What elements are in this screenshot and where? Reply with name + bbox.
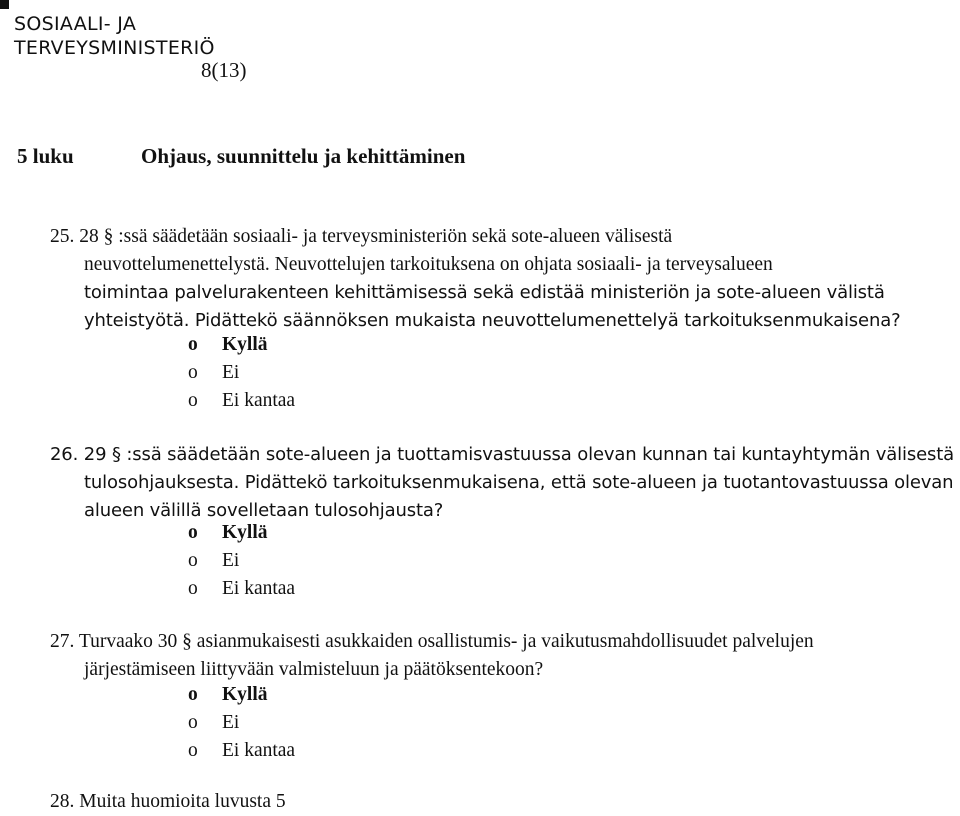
option-label: Ei bbox=[222, 362, 240, 383]
option-bullet: o bbox=[188, 712, 198, 733]
question-number: 26. bbox=[50, 444, 79, 465]
logo-square-icon bbox=[0, 0, 9, 9]
question-line: neuvottelumenettelystä. Neuvottelujen tarkoituksena on ohjata sosiaali- ja terveysalueen bbox=[84, 254, 773, 275]
option-label: Ei kantaa bbox=[222, 578, 296, 599]
question-number: 25. bbox=[50, 226, 75, 247]
option-bullet: o bbox=[188, 550, 198, 571]
question-25 bbox=[50, 223, 955, 335]
option-label: Kyllä bbox=[222, 684, 268, 705]
option-label: Kyllä bbox=[222, 334, 268, 355]
option-no-opinion[interactable] bbox=[188, 387, 295, 415]
question-number: 28. bbox=[50, 791, 75, 812]
page-number: 8(13) bbox=[201, 58, 247, 82]
question-28 bbox=[50, 788, 955, 816]
option-no-opinion[interactable] bbox=[188, 575, 295, 603]
option-bullet: o bbox=[188, 740, 198, 761]
question-line: 29 § :ssä säädetään sote-alueen ja tuottamisvastuussa olevan kunnan tai kuntayhtymän välisestä bbox=[83, 444, 955, 465]
logo-line-1: SOSIAALI- JA bbox=[14, 13, 137, 35]
option-no[interactable] bbox=[188, 359, 295, 387]
question-line: 28 § :ssä säädetään sosiaali- ja terveysministeriön sekä sote-alueen välisestä bbox=[79, 226, 673, 247]
option-label: Ei bbox=[222, 712, 240, 733]
question-number: 27. bbox=[50, 631, 75, 652]
option-bullet: o bbox=[188, 362, 198, 383]
option-no[interactable] bbox=[188, 709, 295, 737]
option-bullet: o bbox=[188, 390, 198, 411]
option-no-opinion[interactable] bbox=[188, 737, 295, 765]
question-line: yhteistyötä. Pidättekö säännöksen mukaista neuvottelumenettelyä tarkoituksenmukaisena? bbox=[84, 310, 901, 331]
option-label: Kyllä bbox=[222, 522, 268, 543]
option-yes[interactable] bbox=[188, 681, 295, 709]
question-line: järjestämiseen liittyvään valmisteluun ja päätöksentekoon? bbox=[84, 659, 544, 680]
option-label: Ei kantaa bbox=[222, 390, 296, 411]
option-yes[interactable] bbox=[188, 331, 295, 359]
chapter-title: Ohjaus, suunnittelu ja kehittäminen bbox=[141, 144, 466, 168]
option-yes[interactable] bbox=[188, 519, 295, 547]
option-bullet: o bbox=[188, 684, 198, 705]
answer-options-27 bbox=[188, 681, 295, 765]
question-line: Turvaako 30 § asianmukaisesti asukkaiden osallistumis- ja vaikutusmahdollisuudet palvelujen bbox=[78, 631, 814, 652]
logo-line-2: TERVEYSMINISTERIÖ bbox=[14, 37, 215, 59]
question-27 bbox=[50, 628, 955, 684]
option-label: Ei bbox=[222, 550, 240, 571]
option-bullet: o bbox=[188, 578, 198, 599]
option-no[interactable] bbox=[188, 547, 295, 575]
option-bullet: o bbox=[188, 522, 198, 543]
question-line: toimintaa palvelurakenteen kehittämisessä sekä edistää ministeriön ja sote-alueen välistä bbox=[84, 282, 885, 303]
question-line: Muita huomioita luvusta 5 bbox=[79, 791, 286, 812]
chapter-number: 5 luku bbox=[17, 144, 74, 168]
option-bullet: o bbox=[188, 334, 198, 355]
answer-options-26 bbox=[188, 519, 295, 603]
question-line: alueen välillä sovelletaan tulosohjausta? bbox=[84, 500, 444, 521]
answer-options-25 bbox=[188, 331, 295, 415]
option-label: Ei kantaa bbox=[222, 740, 296, 761]
question-26 bbox=[50, 441, 955, 525]
question-line: tulosohjauksesta. Pidättekö tarkoituksenmukaisena, että sote-alueen ja tuotantovastuussa olevan bbox=[84, 472, 954, 493]
